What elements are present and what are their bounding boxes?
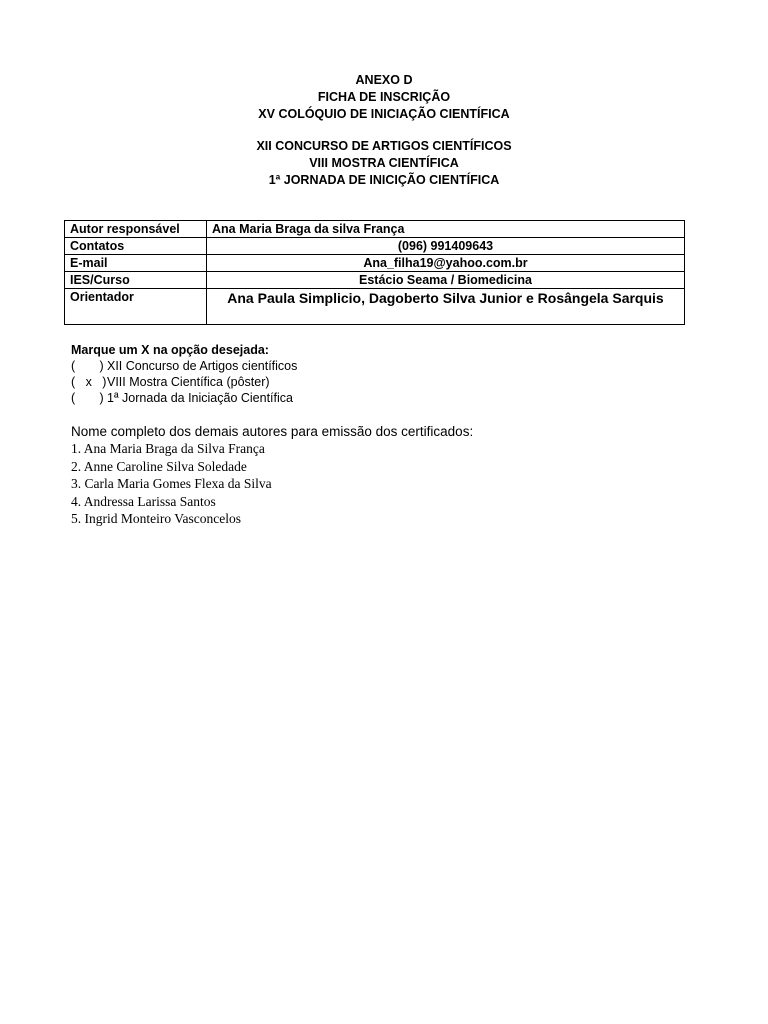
list-item: 1. Ana Maria Braga da Silva França [71,441,265,456]
field-value-contacts: (096) 991409643 [207,238,685,255]
field-label-author: Autor responsável [65,221,207,238]
header-line-journey: 1ª JORNADA DE INICIÇÃO CIENTÍFICA [268,173,500,187]
header-line-contest: XII CONCURSO DE ARTIGOS CIENTÍFICOS [256,139,512,153]
option-item [71,358,297,374]
field-label-institution: IES/Curso [65,272,207,289]
header-line-exhibition: VIII MOSTRA CIENTÍFICA [309,156,459,170]
header-line-colloquium: XV COLÓQUIO DE INICIAÇÃO CIENTÍFICA [258,107,510,121]
list-item: 4. Andressa Larissa Santos [71,493,216,509]
header-line-form-title: FICHA DE INSCRIÇÃO [317,90,451,104]
authors-list [71,440,272,528]
table-row [65,238,685,255]
option-label: XII Concurso de Artigos científicos [107,359,298,373]
option-checkbox: ( ) [71,391,104,405]
option-item [71,374,297,390]
header-line-annex: ANEXO D [355,73,413,87]
options-title: Marque um X na opção desejada: [71,343,269,357]
field-value-advisor: Ana Paula Simplicio, Dagoberto Silva Junior e Rosângela Sarquis [207,289,685,325]
document-header-top [0,72,768,123]
field-value-email: Ana_filha19@yahoo.com.br [207,255,685,272]
option-label: 1ª Jornada da Iniciação Científica [107,391,293,405]
list-item: 5. Ingrid Monteiro Vasconcelos [71,511,241,527]
document-header-bottom [0,138,768,189]
field-value-author: Ana Maria Braga da silva França [207,221,685,238]
field-label-advisor: Orientador [65,289,207,325]
field-label-email: E-mail [65,255,207,272]
option-checkbox: ( x ) [71,375,107,389]
authors-intro: Nome completo dos demais autores para emissão dos certificados: [71,424,474,439]
option-label: VIII Mostra Científica (pôster) [107,375,270,389]
options-section [71,342,297,406]
table-row [65,272,685,289]
field-value-institution: Estácio Seama / Biomedicina [207,272,685,289]
field-label-contacts: Contatos [65,238,207,255]
table-row [65,221,685,238]
list-item: 2. Anne Caroline Silva Soledade [71,458,247,474]
list-item: 3. Carla Maria Gomes Flexa da Silva [71,476,272,492]
table-row [65,255,685,272]
option-item [71,390,297,406]
option-checkbox: ( ) [71,359,104,373]
table-row [65,289,685,325]
registration-table [64,220,685,325]
